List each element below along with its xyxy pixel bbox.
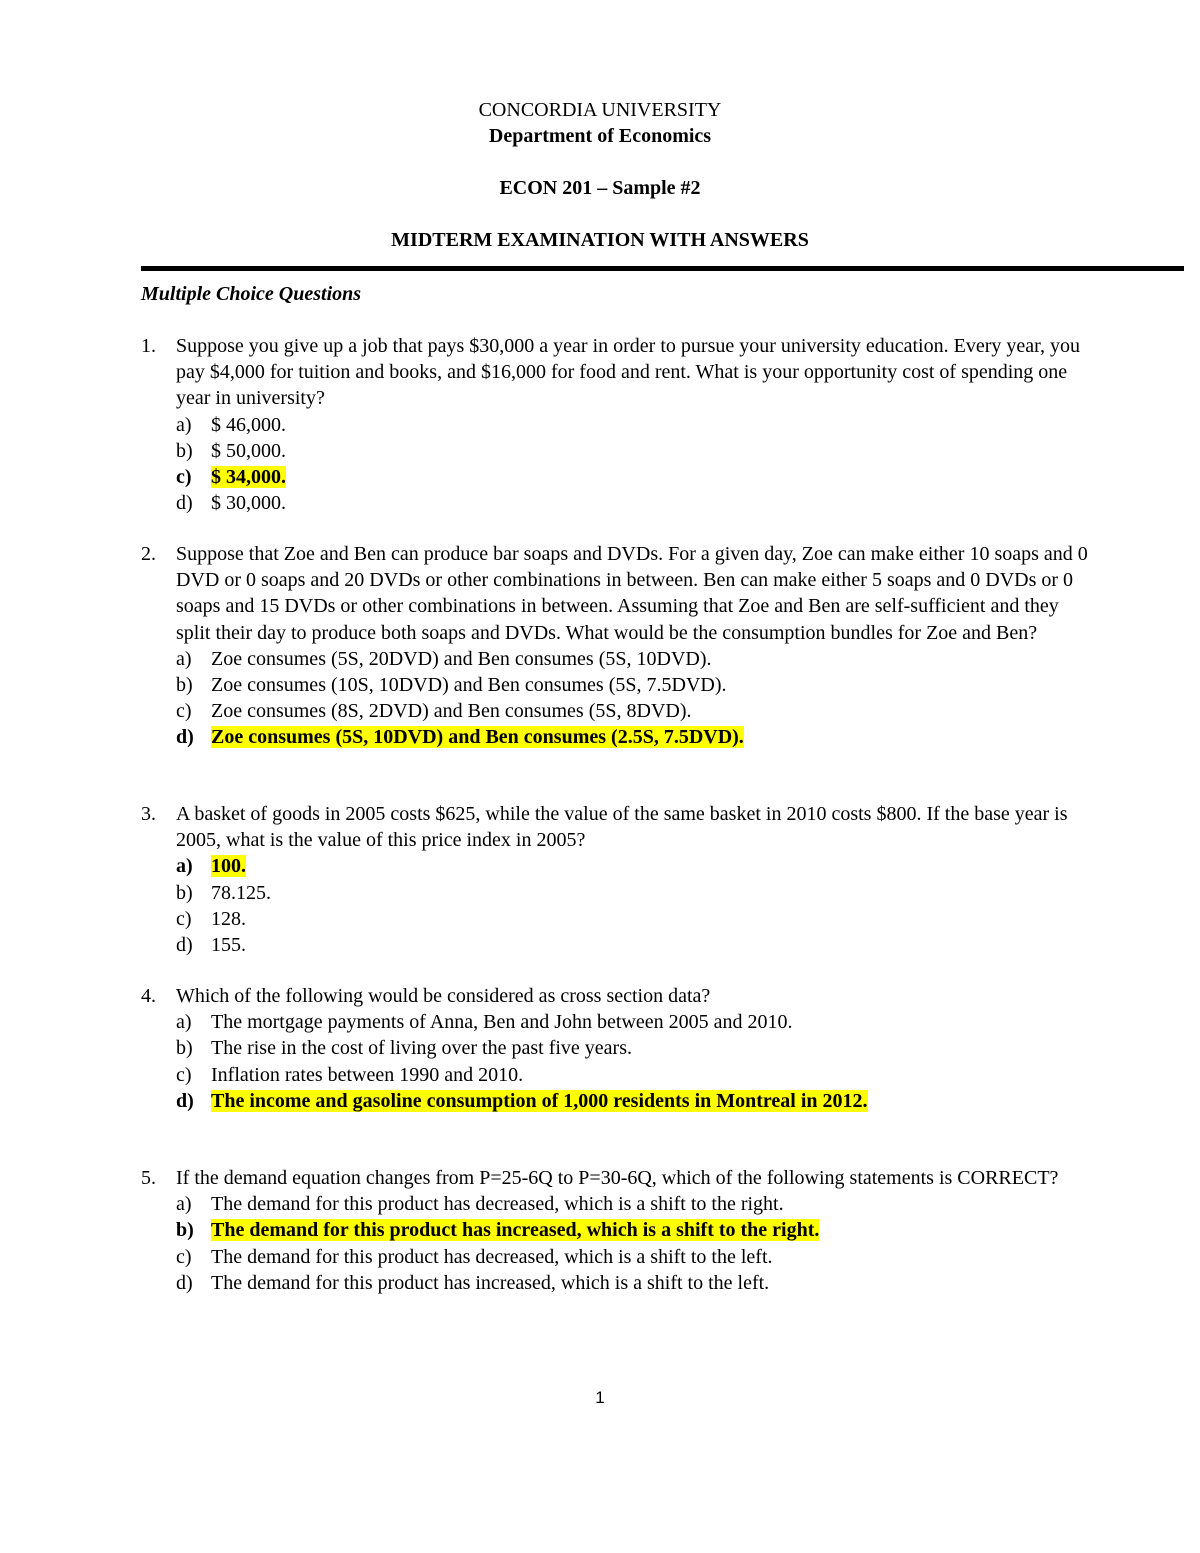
question-4 [141,983,1091,1114]
university-name: CONCORDIA UNIVERSITY [478,99,722,121]
option-a: a) The mortgage payments of Anna, Ben and John between 2005 and 2010. [176,1011,793,1034]
section-title: Multiple Choice Questions [141,283,362,305]
question-number: 1. [141,335,156,357]
option-c: c) The demand for this product has decreased, which is a shift to the left. [176,1245,773,1268]
option-d: d) 155. [176,934,246,957]
option-text: Zoe consumes (10S, 10DVD) and Ben consumes (5S, 7.5DVD). [211,674,727,697]
option-text: The demand for this product has increased, which is a shift to the left. [211,1271,770,1294]
option-a-correct: a) 100. [176,855,246,878]
question-stem [141,333,1091,412]
option-d-correct: d) Zoe consumes (5S, 10DVD) and Ben consumes (2.5S, 7.5DVD). [176,726,744,749]
option-c: c) Zoe consumes (8S, 2DVD) and Ben consumes (5S, 8DVD). [176,700,692,723]
question-text: If the demand equation changes from P=25-6Q to P=30-6Q, which of the following statements is CORRECT? [176,1167,1059,1189]
option-text: The mortgage payments of Anna, Ben and John between 2005 and 2010. [211,1011,793,1034]
option-text: The demand for this product has decreased, which is a shift to the right. [211,1193,784,1216]
option-text: Zoe consumes (5S, 20DVD) and Ben consumes (5S, 10DVD). [211,647,712,670]
option-c: c) 128. [176,907,246,930]
question-stem [141,983,1091,1009]
department-name: Department of Economics [488,125,712,147]
option-a: a) The demand for this product has decreased, which is a shift to the right. [176,1193,784,1216]
question-number: 5. [141,1167,156,1189]
option-text: 155. [211,934,246,957]
correct-answer-highlight: The demand for this product has increased, which is a shift to the right. [211,1219,820,1242]
option-text: 78.125. [211,881,271,904]
option-a: a) Zoe consumes (5S, 20DVD) and Ben consumes (5S, 10DVD). [176,647,712,670]
question-1 [141,333,1091,516]
exam-title: MIDTERM EXAMINATION WITH ANSWERS [391,229,809,251]
option-b: b) Zoe consumes (10S, 10DVD) and Ben consumes (5S, 7.5DVD). [176,674,727,697]
question-2 [141,541,1091,751]
correct-answer-highlight: 100. [211,855,246,878]
option-a: a) $ 46,000. [176,413,286,436]
question-stem [141,1165,1091,1191]
question-text: Suppose you give up a job that pays $30,000 a year in order to pursue your university education. Every year, you pay $4,000 for tuition and books, and $16,000 for food and rent. What is your opportunity cost of spending one year in university? [176,335,1080,410]
question-5 [141,1165,1091,1296]
option-text: $ 46,000. [211,413,286,436]
option-b-correct: b) The demand for this product has increased, which is a shift to the right. [176,1219,820,1242]
option-text: Zoe consumes (8S, 2DVD) and Ben consumes (5S, 8DVD). [211,700,692,723]
question-text: A basket of goods in 2005 costs $625, while the value of the same basket in 2010 costs $800. If the base year is 2005, what is the value of this price index in 2005? [176,803,1068,852]
question-number: 3. [141,803,156,825]
header-divider [141,266,1184,271]
option-text: The rise in the cost of living over the past five years. [211,1037,632,1060]
option-text: 128. [211,907,246,930]
option-d: d) $ 30,000. [176,492,286,515]
option-text: Inflation rates between 1990 and 2010. [211,1063,524,1086]
option-text: The demand for this product has decreased, which is a shift to the left. [211,1245,773,1268]
option-text: $ 30,000. [211,492,286,515]
question-text: Suppose that Zoe and Ben can produce bar soaps and DVDs. For a given day, Zoe can make either 10 soaps and 0 DVD or 0 soaps and 20 DVDs or other combinations in between. Ben can make either 5 soaps and 0 DVDs or 0 soaps and 15 DVDs or other combinations in between. Assuming that Zoe and Ben are self-sufficient and they split their day to produce both soaps and DVDs. What would be the consumption bundles for Zoe and Ben? [176,543,1088,644]
correct-answer-highlight: The income and gasoline consumption of 1,000 residents in Montreal in 2012. [211,1089,868,1112]
correct-answer-highlight: Zoe consumes (5S, 10DVD) and Ben consumes (2.5S, 7.5DVD). [211,726,744,749]
question-number: 2. [141,543,156,565]
option-d: d) The demand for this product has increased, which is a shift to the left. [176,1271,770,1294]
correct-answer-highlight: $ 34,000. [211,466,286,489]
option-b: b) The rise in the cost of living over the past five years. [176,1037,632,1060]
question-text: Which of the following would be considered as cross section data? [176,985,711,1007]
question-3 [141,801,1091,958]
option-d-correct: d) The income and gasoline consumption of 1,000 residents in Montreal in 2012. [176,1089,868,1112]
option-c-correct: c) $ 34,000. [176,466,286,489]
option-text: $ 50,000. [211,439,286,462]
option-b: b) $ 50,000. [176,439,286,462]
page-number: 1 [595,1388,605,1407]
question-number: 4. [141,985,156,1007]
option-c: c) Inflation rates between 1990 and 2010. [176,1063,524,1086]
course-title: ECON 201 – Sample #2 [499,177,701,199]
option-b: b) 78.125. [176,881,271,904]
question-stem [141,801,1091,853]
question-stem [141,541,1091,646]
